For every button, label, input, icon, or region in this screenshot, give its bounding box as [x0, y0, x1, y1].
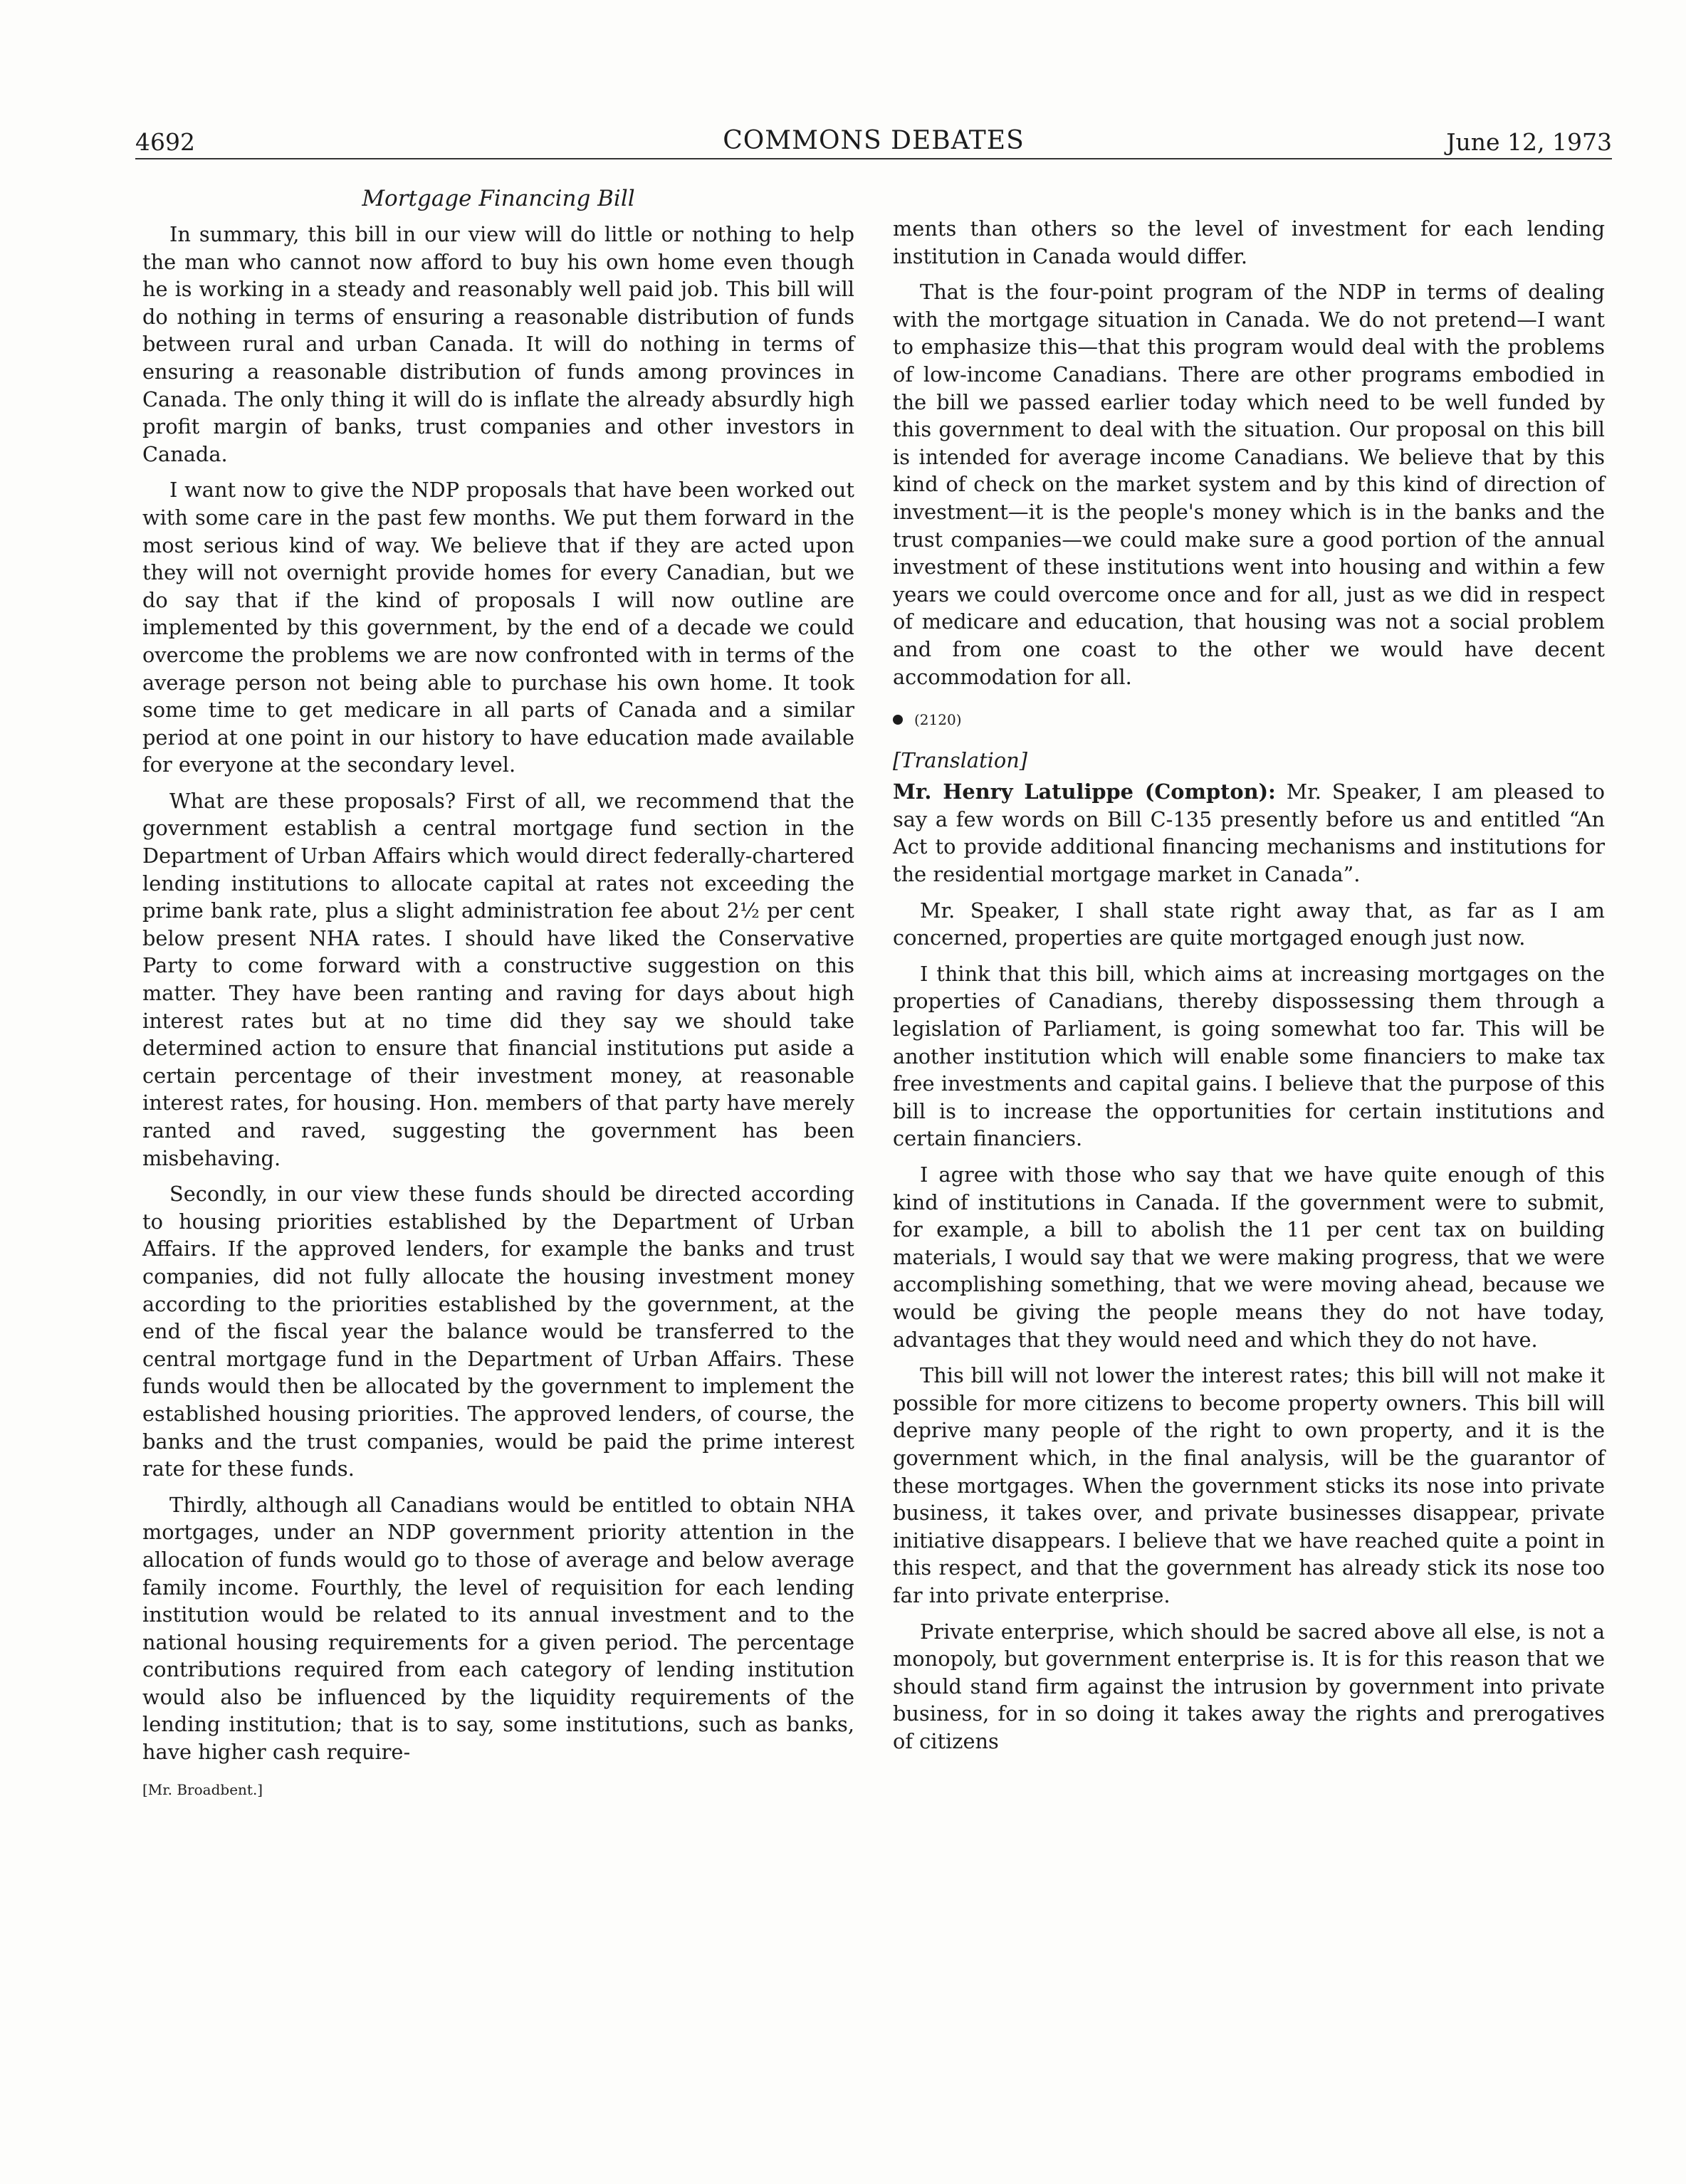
- paragraph: Secondly, in our view these funds should be directed according to housing priorities established by the Department of Urban Affairs. If the approved lenders, for example the banks and trust companies, did not fully allocate the housing investment money according to the priorities established by the government, at the end of the fiscal year the balance would be transferred to the central mortgage fund in the Department of Urban Affairs. These funds would then be allocated by the government to implement the established housing priorities. The approved lenders, of course, the banks and the trust companies, would be paid the prime interest rate for these funds.: [142, 1182, 854, 1481]
- publication-date: June 12, 1973: [1446, 128, 1612, 156]
- time-marker: [893, 706, 1605, 734]
- paragraph: Mr. Speaker, I shall state right away that, as far as I am concerned, properties are quite mortgaged enough just now.: [893, 898, 1605, 950]
- bullet-icon: [893, 715, 903, 725]
- right-column: [893, 215, 1605, 1763]
- paragraph: Thirdly, although all Canadians would be entitled to obtain NHA mortgages, under an NDP government priority attention in the allocation of funds would go to those of average and below average family income. Fourthly, the level of requisition for each lending institution would be related to its annual investment and to the national housing requirements for a given period. The percentage contributions required from each category of lending institution would also be influenced by the liquidity requirements of the lending institution; that is to say, some institutions, such as banks, have higher cash require-: [142, 1492, 854, 1765]
- paragraph: This bill will not lower the interest rates; this bill will not make it possible for more citizens to become property owners. This bill will deprive many people of the right to own property, and it is the government which, in the final analysis, will be the guarantor of these mortgages. When the government sticks its nose into private business, it takes over, and private businesses disappear, private initiative disappears. I believe that we have reached quite a point in this respect, and that the government has already stick its nose too far into private enterprise.: [893, 1363, 1605, 1607]
- speaker-name: Mr. Henry Latulippe (Compton):: [893, 779, 1276, 804]
- speaker-note: [Mr. Broadbent.]: [142, 1780, 263, 1798]
- section-heading: Mortgage Financing Bill: [362, 186, 635, 211]
- paragraph: I think that this bill, which aims at increasing mortgages on the properties of Canadians, thereby dispossessing them through a legislation of Parliament, is going somewhat too far. This will be another institution which will enable some financiers to make tax free investments and capital gains. I believe that the purpose of this bill is to increase the opportunities for certain institutions and certain financiers.: [893, 961, 1605, 1151]
- paragraph: What are these proposals? First of all, we recommend that the government establish a central mortgage fund section in the Department of Urban Affairs which would direct federally-chartered lending institutions to allocate capital at rates not exceeding the prime bank rate, plus a slight administration fee about 2½ per cent below present NHA rates. I should have liked the Conservative Party to come forward with a constructive suggestion on this matter. They have been ranting and raving for days about high interest rates but at no time did they say we should take determined action to ensure that financial institutions put aside a certain percentage of their investment money, at reasonable interest rates, for housing. Hon. members of that party have merely ranted and raved, suggesting the government has been misbehaving.: [142, 788, 854, 1170]
- paragraph: I agree with those who say that we have quite enough of this kind of institutions in Canada. If the government were to submit, for example, a bill to abolish the 11 per cent tax on building materials, I would say that we were making progress, that we were accomplishing something, that we were moving ahead, because we would be giving the people means they do not have today, advantages that they would need and which they do not have.: [893, 1162, 1605, 1352]
- paragraph: I want now to give the NDP proposals that have been worked out with some care in the past few months. We put them forward in the most serious kind of way. We believe that if they are acted upon they will not overnight provide homes for every Canadian, but we do say that if the kind of proposals I will now outline are implemented by this government, by the end of a decade we could overcome the problems we are now confronted with in terms of the average person not being able to purchase his own home. It took some time to get medicare in all parts of Canada and a similar period at one point in our history to have education made available for everyone at the secondary level.: [142, 478, 854, 777]
- paragraph: That is the four-point program of the NDP in terms of dealing with the mortgage situation in Canada. We do not pretend—I want to emphasize this—that this program would deal with the problems of low-income Canadians. There are other programs embodied in the bill we passed earlier today which need to be well funded by this government to deal with the situation. Our proposal on this bill is intended for average income Canadians. We believe that by this kind of check on the market system and by this kind of direction of investment—it is the people's money which is in the banks and the trust companies—we could make sure a good portion of the annual investment of these institutions went into housing and within a few years we could overcome once and for all, just as we did in respect of medicare and education, that housing was not a social problem and from one coast to the other we would have decent accommodation for all.: [893, 280, 1605, 689]
- paragraph: In summary, this bill in our view will do little or nothing to help the man who cannot now afford to buy his own home even though he is working in a steady and reasonably well paid job. This bill will do nothing in terms of ensuring a reasonable distribution of funds between rural and urban Canada. It will do nothing in terms of ensuring a reasonable distribution of funds among provinces in Canada. The only thing it will do is inflate the already absurdly high profit margin of banks, trust companies and other investors in Canada.: [142, 222, 854, 466]
- speaker-opening: Mr. Speaker, I am pleased to say a few words on Bill C-135 presently before us and entitled “An Act to provide additional financing mechanisms and institutions for the residential mortgage market in Canada”.: [893, 779, 1605, 887]
- paragraph: Private enterprise, which should be sacred above all else, is not a monopoly, but government enterprise is. It is for this reason that we should stand firm against the intrusion by government into private business, for in so doing it takes away the rights and prerogatives of citizens: [893, 1619, 1605, 1753]
- journal-title: COMMONS DEBATES: [723, 126, 1025, 155]
- page-number: 4692: [135, 128, 195, 156]
- page-header: [135, 125, 1612, 159]
- left-column: [142, 181, 854, 1803]
- speaker-paragraph: [893, 778, 1605, 888]
- continued-paragraph: ments than others so the level of investment for each lending institution in Canada would differ.: [893, 216, 1605, 268]
- translation-label: [Translation]: [893, 747, 1027, 772]
- time-marker-label: (2120): [914, 711, 962, 729]
